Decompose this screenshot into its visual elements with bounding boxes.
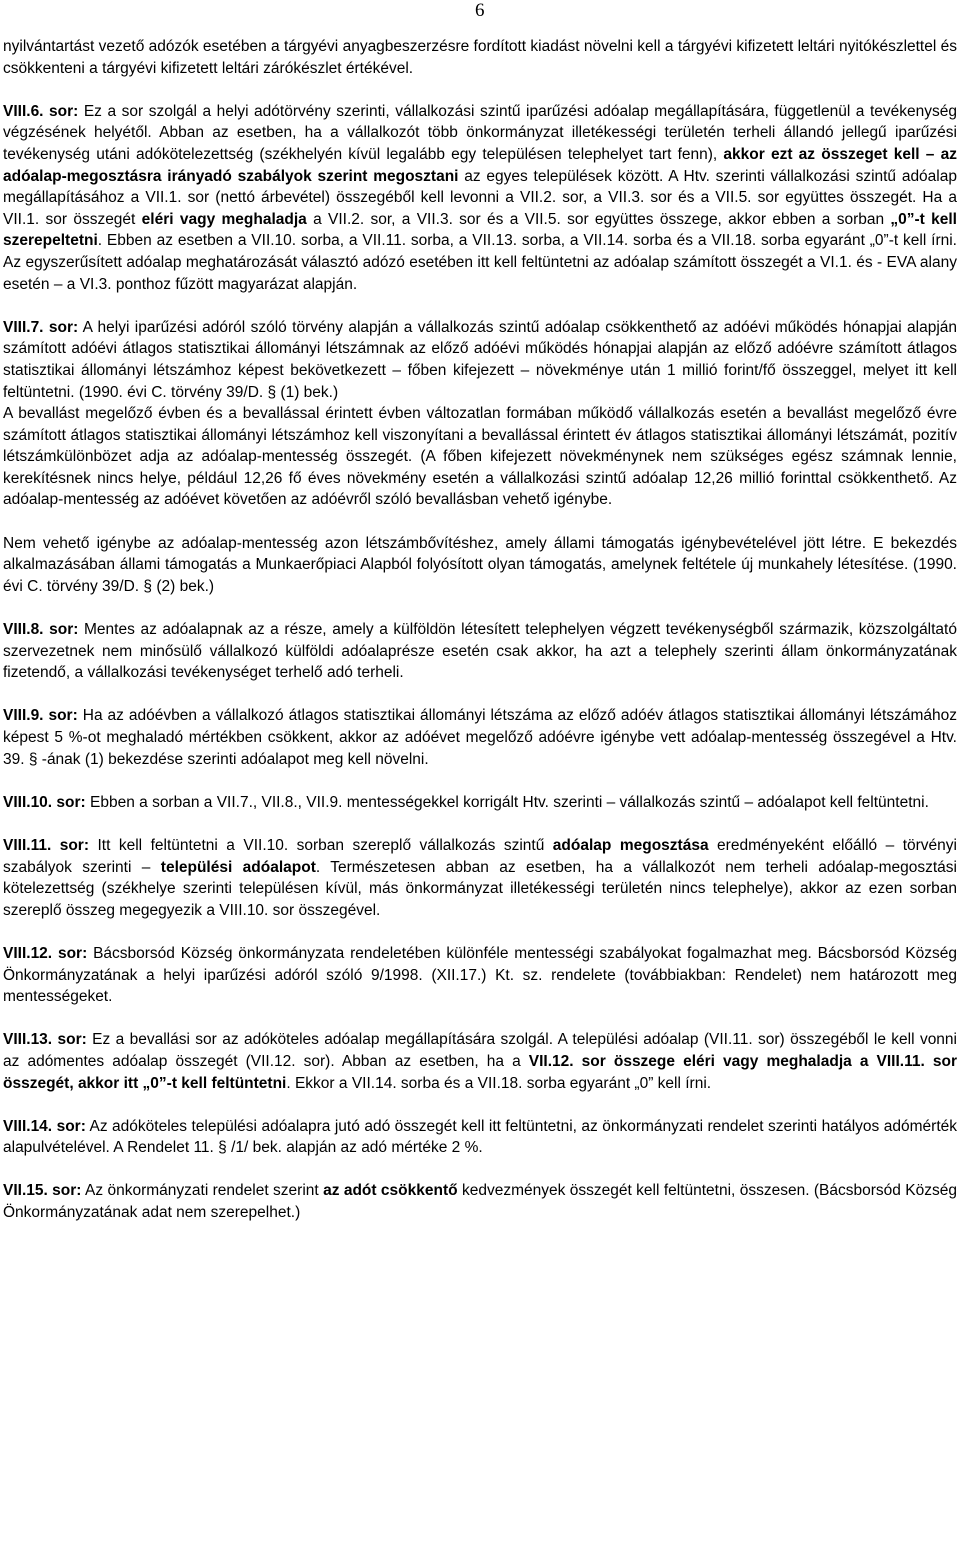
paragraph-viii-12: VIII.12. sor: Bácsborsód Község önkormányzata rendeletében különféle mentességi szabályokat fogalmazhat meg. Bácsborsód Község Önkormányzatának a helyi iparűzési adóról szóló 9/1998. (XII.17.) Kt. sz. rendelete (továbbiakban: Rendelet) nem határozott meg mentességeket.	[3, 944, 958, 1006]
paragraph-viii-7: VIII.7. sor: A helyi iparűzési adóról szóló törvény alapján a vállalkozás szintű adóalap csökkenthető az adóévi működés hónapjai alapján számított adóévi átlagos statisztikai állományi létszámnak az előző adóévi működés hónapjai alapján az előző adóévre számított átlagos statisztikai állományi létszámhoz képest bekövetkezett – főben kifejezett – növekménye után 1 millió forint/fő összeggel, melyet itt kell feltüntetni. (1990. évi C. törvény 39/D. § (1) bek.)	[3, 318, 957, 401]
section-heading: VIII.12. sor:	[3, 944, 88, 962]
section-heading: VIII.8. sor:	[3, 621, 79, 639]
paragraph-viii-13: VIII.13. sor: Ez a bevallási sor az adóköteles adóalap megállapítására szolgál. A települési adóalap (VII.11. sor) összegéből le kell vonni az adómentes adóalap összegét (VII.12. sor). Abban az esetben, ha a VII.12. sor összege eléri vagy meghaladja a VIII.11. sor összegét, akkor itt „0”-t kell feltüntetni. Ekkor a VII.14. sorba és a VII.18. sorba egyaránt „0” kell írni.	[3, 1031, 957, 1092]
document-body	[3, 36, 957, 1224]
paragraph-viii-8: VIII.8. sor: Mentes az adóalapnak az a része, amely a külföldön létesített telephelyen végzett tevékenységből származik, közszolgáltató szervezetnek nem minősülő vállalkozó külföldi adóalaprésze esetén csak akkor, ha azt a telephely szerinti állam önkormányzatának fizetendő, a vállalkozási tevékenységet terhelő adó terheli.	[3, 621, 957, 682]
paragraph-viii-7-cont: A bevallást megelőző évben és a bevallással érintett évben változatlan formában működő vállalkozás esetén a bevallást megelőző évre számított átlagos statisztikai állományi létszámhoz kell viszonyítani a bevallással érintett év átlagos statisztikai állományi létszámát, pozitív létszámkülönbözet adja az adóalap-mentesség összegét. (A főben kifejezett növekménynek nem szükséges egész számnak lennie, kerekítésnek nincs helye, például 12,26 fő éves növekmény esetén a vállalkozási szintű adóalap 12,26 millió forinttal csökkenthető. Az adóalap-mentesség az adóévet követően az adóévről szóló bevallásban vehető igénybe.	[3, 405, 957, 509]
section-heading: VII.15. sor:	[3, 1182, 82, 1200]
paragraph-vii-15: VII.15. sor: Az önkormányzati rendelet szerint az adót csökkentő kedvezmények összegét kell feltüntetni, összesen. (Bácsborsód Község Önkormányzatának adat nem szerepelhet.)	[3, 1182, 957, 1222]
paragraph-viii-9: VIII.9. sor: Ha az adóévben a vállalkozó átlagos statisztikai állományi létszáma az előző adóév átlagos statisztikai állományi létszámához képest 5 %-ot meghaladó mértékben csökkent, akkor az adóévet megelőző adóévre igénybe vett adóalap-mentesség összegével a Htv. 39. § -ának (1) bekezdése szerinti adóalapot meg kell növelni.	[3, 707, 957, 768]
paragraph-gap	[3, 1159, 957, 1181]
paragraph-gap	[3, 684, 957, 706]
paragraph-gap	[3, 597, 957, 619]
section-heading: VIII.11. sor:	[3, 836, 90, 854]
paragraph-gap	[3, 79, 957, 101]
paragraph-gap	[3, 770, 957, 792]
paragraph-viii-14: VIII.14. sor: Az adóköteles települési adóalapra jutó adó összegét kell itt feltüntetni, az önkormányzati rendelet szerinti hatályos adómérték alapulvételével. A Rendelet 11. § /1/ bek. alapján az adó mértéke 2 %.	[3, 1117, 957, 1157]
page-number: 6	[475, 0, 485, 21]
section-heading: VIII.7. sor:	[3, 318, 79, 336]
section-heading: VIII.6. sor:	[3, 102, 79, 120]
paragraph-gap	[3, 1008, 957, 1030]
paragraph-gap	[3, 921, 957, 943]
section-heading: VIII.10. sor:	[3, 793, 86, 811]
paragraph-viii-6: VIII.6. sor: Ez a sor szolgál a helyi adótörvény szerinti, vállalkozási szintű iparűzési adóalap megállapítására, függetlenül a tevékenység végzésének helyétől. Abban az esetben, ha a vállalkozót több önkormányzat illetékességi területén terheli állandó jellegű iparűzési tevékenység utáni adókötelezettség (székhelyén kívül legalább egy településen telephelyet tart fenn), akkor ezt az összeget kell – az adóalap-megosztásra irányadó szabályok szerint megosztani az egyes települések között. A Htv. szerinti vállalkozási szintű adóalap megállapításához a VII.1. sor (nettó árbevétel) összegéből kell levonni a VII.2. sor, a VII.3. sor és a VII.5. sor együttes összegét. Ha a VII.1. sor összegét eléri vagy meghaladja a VII.2. sor, a VII.3. sor és a VII.5. sor együttes összege, akkor ebben a sorban „0”-t kell szerepeltetni. Ebben az esetben a VII.10. sorba, a VII.11. sorba, a VII.13. sorba, a VII.14. sorba és a VII.18. sorba egyaránt „0”-t kell írni. Az egyszerűsített adóalap meghatározását választó adózó esetében itt kell feltüntetni az adóalap számított összegét a VI.1. és - EVA alany esetén – a VI.3. ponthoz fűzött magyarázat alapján.	[3, 102, 957, 293]
paragraph-viii-11: VIII.11. sor: Itt kell feltüntetni a VII.10. sorban szereplő vállalkozás szintű adóalap megosztása eredményeként előálló – törvényi szabályok szerinti – települési adóalapot. Természetesen abban az esetben, ha a vállalkozót nem terheli adóalap-megosztási kötelezettség (székhelye szerinti településen kívül, más önkormányzat illetékességi területén nincs telephelye), akkor az ezen sorban szereplő összeg megegyezik a VIII.10. sor összegével.	[3, 836, 957, 919]
section-heading: VIII.13. sor:	[3, 1031, 87, 1049]
paragraph-gap	[3, 813, 957, 835]
section-heading: VIII.14. sor:	[3, 1117, 86, 1135]
paragraph-intro: nyilvántartást vezető adózók esetében a tárgyévi anyagbeszerzésre fordított kiadást növelni kell a tárgyévi kifizetett leltári nyitókészlettel és csökkenteni a tárgyévi kifizetett leltári zárókészlet értékével.	[3, 38, 957, 77]
paragraph-gap	[3, 295, 957, 317]
paragraph-exemption-note: Nem vehető igénybe az adóalap-mentesség azon létszámbővítéshez, amely állami támogatás igénybevételével jött létre. E bekezdés alkalmazásában állami támogatás a Munkaerőpiaci Alapból folyósított olyan támogatás, amelynek feltétele új munkahely létesítése. (1990. évi C. törvény 39/D. § (2) bek.)	[3, 534, 957, 595]
paragraph-gap	[3, 511, 957, 533]
section-heading: VIII.9. sor:	[3, 707, 78, 725]
paragraph-gap	[3, 1094, 957, 1116]
paragraph-viii-10: VIII.10. sor: Ebben a sorban a VII.7., VII.8., VII.9. mentességekkel korrigált Htv. szerinti – vállalkozás szintű – adóalapot kell feltüntetni.	[3, 793, 929, 811]
